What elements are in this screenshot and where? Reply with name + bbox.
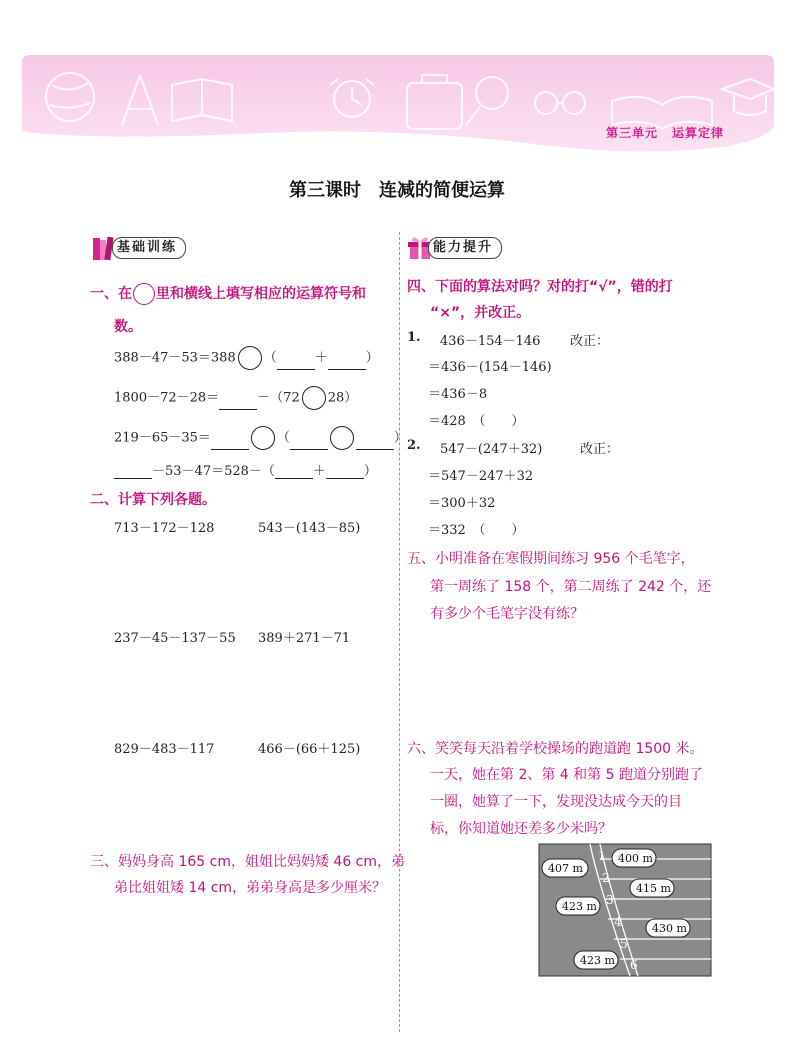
q4-p1-step: ＝436－(154－146): [428, 360, 552, 375]
lane-number: 1: [598, 849, 606, 863]
answer-blank[interactable]: [356, 435, 394, 450]
answer-blank[interactable]: [211, 435, 249, 450]
ability-tag: [406, 234, 502, 262]
answer-circle[interactable]: [251, 426, 275, 450]
running-track-figure: [538, 843, 712, 977]
q4-p2-expr: 547－(247＋32): [440, 442, 543, 457]
q6-line4: 标，你知道她还差多少米吗？: [430, 821, 612, 837]
answer-blank[interactable]: [219, 395, 257, 410]
answer-blank[interactable]: [326, 464, 364, 479]
answer-circle[interactable]: [302, 386, 326, 410]
lane-number: 3: [606, 893, 614, 907]
lane-number: 2: [602, 871, 610, 885]
q1-title-a: 一、在: [90, 286, 132, 302]
q1-title-line2: 数。: [114, 319, 142, 335]
answer-circle[interactable]: [330, 426, 354, 450]
answer-circle[interactable]: [238, 346, 262, 370]
track-label: 400 m: [618, 852, 653, 865]
q1-line1: [114, 346, 379, 370]
q6-line3: 一圈，她算了一下，发现没达成今天的目: [430, 794, 682, 810]
track-label: 430 m: [652, 922, 687, 935]
unit-topic: 运算定律: [671, 126, 724, 140]
q4-p1-fix-label: 改正：: [570, 334, 610, 349]
q1-line1-paren: （: [263, 350, 277, 366]
q5-line1: 五、小明准备在寒假期间练习 956 个毛笔字，: [407, 551, 695, 567]
q4-p2-answer[interactable]: ＝332 （ ）: [428, 523, 525, 538]
basic-training-label: 基础训练: [112, 237, 186, 259]
q4-line1: 四、下面的算法对吗？对的打“√”，错的打: [407, 279, 673, 295]
q1-title-line1: [90, 283, 366, 305]
q1-line4: [114, 460, 377, 479]
answer-blank[interactable]: [277, 355, 315, 370]
lesson-number: 第三课时: [289, 180, 361, 201]
q1-line4-close: ）: [363, 464, 377, 479]
q3-line1: 三、妈妈身高 165 cm，姐姐比妈妈矮 46 cm，弟: [90, 854, 406, 870]
q2-title: 二、计算下列各题。: [90, 492, 216, 508]
q1-line1-expr: 388－47－53＝388: [114, 350, 236, 366]
ability-label: 能力提升: [428, 237, 502, 259]
q1-line3-paren: （: [276, 430, 290, 446]
q2-item: 713－172－128: [114, 521, 215, 536]
track-label: 415 m: [636, 882, 671, 895]
q1-line4-expr: －53－47＝528－（: [152, 464, 275, 479]
q2-item: 543－(143－85): [258, 521, 361, 536]
unit-number: 第三单元: [605, 126, 658, 140]
q1-title-b: 里和横线上填写相应的运算符号和: [156, 286, 366, 302]
q4-p2-step: ＝547－247＋32: [428, 469, 534, 484]
track-label: 423 m: [580, 954, 615, 967]
q1-line2-end: 28）: [327, 390, 358, 406]
lane-number: 6: [630, 958, 638, 972]
q2-item: 466－(66＋125): [258, 742, 361, 757]
q3-line2: 弟比姐姐矮 14 cm，弟弟身高是多少厘米？: [114, 880, 387, 896]
q4-p2-number: 2.: [407, 438, 421, 453]
q1-line3: [114, 426, 407, 450]
answer-blank[interactable]: [290, 435, 328, 450]
page-title: [0, 176, 794, 202]
q4-line2: “×”，并改正。: [430, 305, 531, 321]
q6-line1: 六、笑笑每天沿着学校操场的跑道跑 1500 米。: [407, 741, 704, 757]
q1-line2-mid: －（72: [257, 390, 300, 406]
q6-line2: 一天，她在第 2、第 4 和第 5 跑道分别跑了: [430, 767, 703, 783]
q2-item: 237－45－137－55: [114, 631, 236, 646]
basic-training-tag: [90, 234, 186, 262]
answer-blank[interactable]: [275, 464, 313, 479]
track-label: 407 m: [548, 862, 583, 875]
lane-number: 5: [620, 937, 628, 951]
q2-item: 829－483－117: [114, 742, 215, 757]
answer-blank[interactable]: [328, 355, 366, 370]
q1-line3-close: ）: [393, 430, 407, 446]
q4-p2-fix-label: 改正：: [580, 442, 620, 457]
q1-line2-expr: 1800－72－28＝: [114, 390, 220, 406]
q1-line1-close: ）: [365, 350, 379, 366]
q2-item: 389＋271－71: [258, 631, 351, 646]
q1-line3-expr: 219－65－35＝: [114, 430, 211, 446]
q4-p1-answer[interactable]: ＝428 （ ）: [428, 414, 525, 429]
q1-line4-plus: ＋: [312, 464, 326, 479]
answer-blank[interactable]: [114, 464, 152, 479]
q4-p1-number: 1.: [407, 330, 421, 345]
q4-p2-step: ＝300＋32: [428, 496, 496, 511]
q4-p1-step: ＝436－8: [428, 387, 488, 402]
lesson-topic: 连减的简便运算: [379, 180, 505, 201]
track-label: 423 m: [562, 900, 597, 913]
q5-line3: 有多少个毛笔字没有练？: [430, 606, 584, 622]
lane-number: 4: [614, 915, 622, 929]
q1-line2: [114, 386, 357, 410]
q1-line1-plus: ＋: [314, 350, 328, 366]
circle-symbol: [133, 283, 155, 305]
q4-p1-expr: 436－154－146: [440, 334, 541, 349]
column-divider: [399, 232, 400, 1032]
unit-label: [606, 124, 724, 141]
q5-line2: 第一周练了 158 个，第二周练了 242 个，还: [430, 579, 712, 595]
